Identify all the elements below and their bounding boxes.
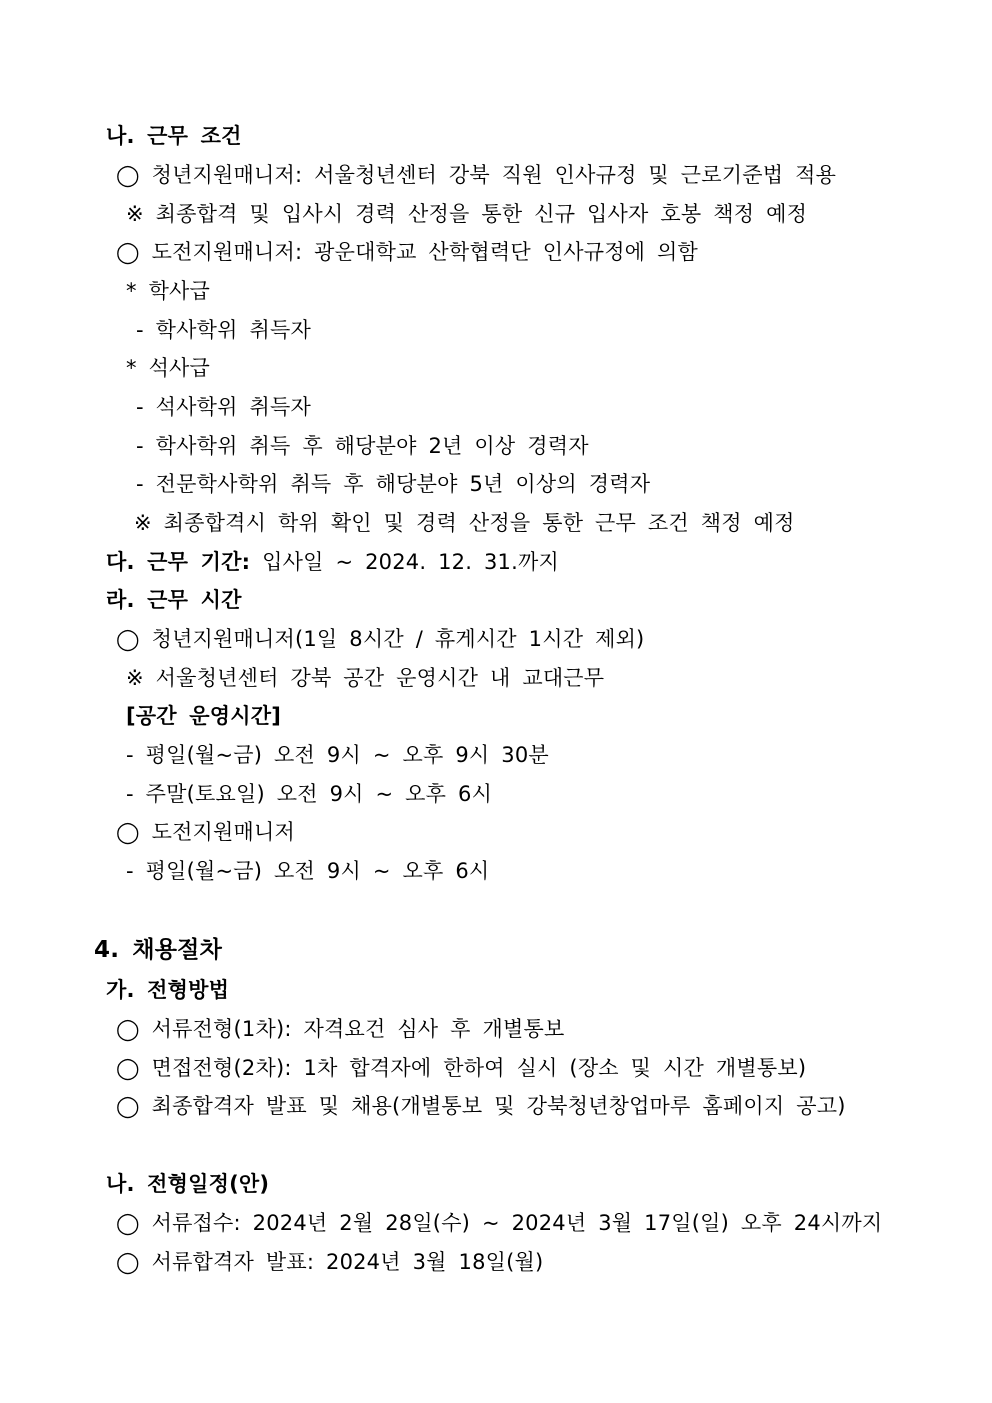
space-hours-title: [공간 운영시간] [126,704,282,728]
selection-method-2: ◯ 면접전형(2차): 1차 합격자에 한하여 실시 (장소 및 시간 개별통보) [116,1056,807,1080]
bachelor-level-item: - 학사학위 취득자 [136,318,311,342]
selection-schedule-heading: 나. 전형일정(안) [106,1172,270,1196]
youth-manager-condition: ◯ 청년지원매니저: 서울청년센터 강북 직원 인사규정 및 근로기준법 적용 [116,163,837,187]
youth-manager-hours-note: ※ 서울청년센터 강북 공간 운영시간 내 교대근무 [126,666,605,690]
selection-schedule-1: ◯ 서류접수: 2024년 2월 28일(수) ~ 2024년 3월 17일(일) 오후 24시까지 [116,1211,883,1235]
challenge-manager-weekday: - 평일(월~금) 오전 9시 ~ 오후 6시 [126,859,490,883]
work-period [106,547,559,577]
selection-schedule-2: ◯ 서류합격자 발표: 2024년 3월 18일(월) [116,1250,544,1274]
section-heading-recruitment-process: 4. 채용절차 [94,937,223,963]
master-level-item-1: - 석사학위 취득자 [136,395,311,419]
work-period-label: 다. 근무 기간: [106,550,251,574]
master-level-item-3: - 전문학사학위 취득 후 해당분야 5년 이상의 경력자 [136,472,651,496]
master-level-item-2: - 학사학위 취득 후 해당분야 2년 이상 경력자 [136,434,589,458]
selection-method-1: ◯ 서류전형(1차): 자격요건 심사 후 개별통보 [116,1017,565,1041]
selection-method-heading: 가. 전형방법 [106,978,230,1002]
bachelor-level-title: * 학사급 [126,279,211,303]
selection-method-3: ◯ 최종합격자 발표 및 채용(개별통보 및 강북청년창업마루 홈페이지 공고) [116,1094,846,1118]
youth-manager-hours: ◯ 청년지원매니저(1일 8시간 / 휴게시간 1시간 제외) [116,627,645,651]
section-heading-work-conditions: 나. 근무 조건 [106,124,242,148]
space-hours-weekday: - 평일(월~금) 오전 9시 ~ 오후 9시 30분 [126,743,549,767]
space-hours-weekend: - 주말(토요일) 오전 9시 ~ 오후 6시 [126,782,493,806]
master-level-title: * 석사급 [126,356,211,380]
section-heading-work-hours: 라. 근무 시간 [106,588,242,612]
challenge-manager-condition: ◯ 도전지원매니저: 광운대학교 산학협력단 인사규정에 의함 [116,240,699,264]
work-period-value: 입사일 ~ 2024. 12. 31.까지 [250,550,559,574]
youth-manager-note: ※ 최종합격 및 입사시 경력 산정을 통한 신규 입사자 호봉 책정 예정 [126,202,808,226]
work-conditions-note: ※ 최종합격시 학위 확인 및 경력 산정을 통한 근무 조건 책정 예정 [134,511,795,535]
challenge-manager-hours: ◯ 도전지원매니저 [116,820,295,844]
